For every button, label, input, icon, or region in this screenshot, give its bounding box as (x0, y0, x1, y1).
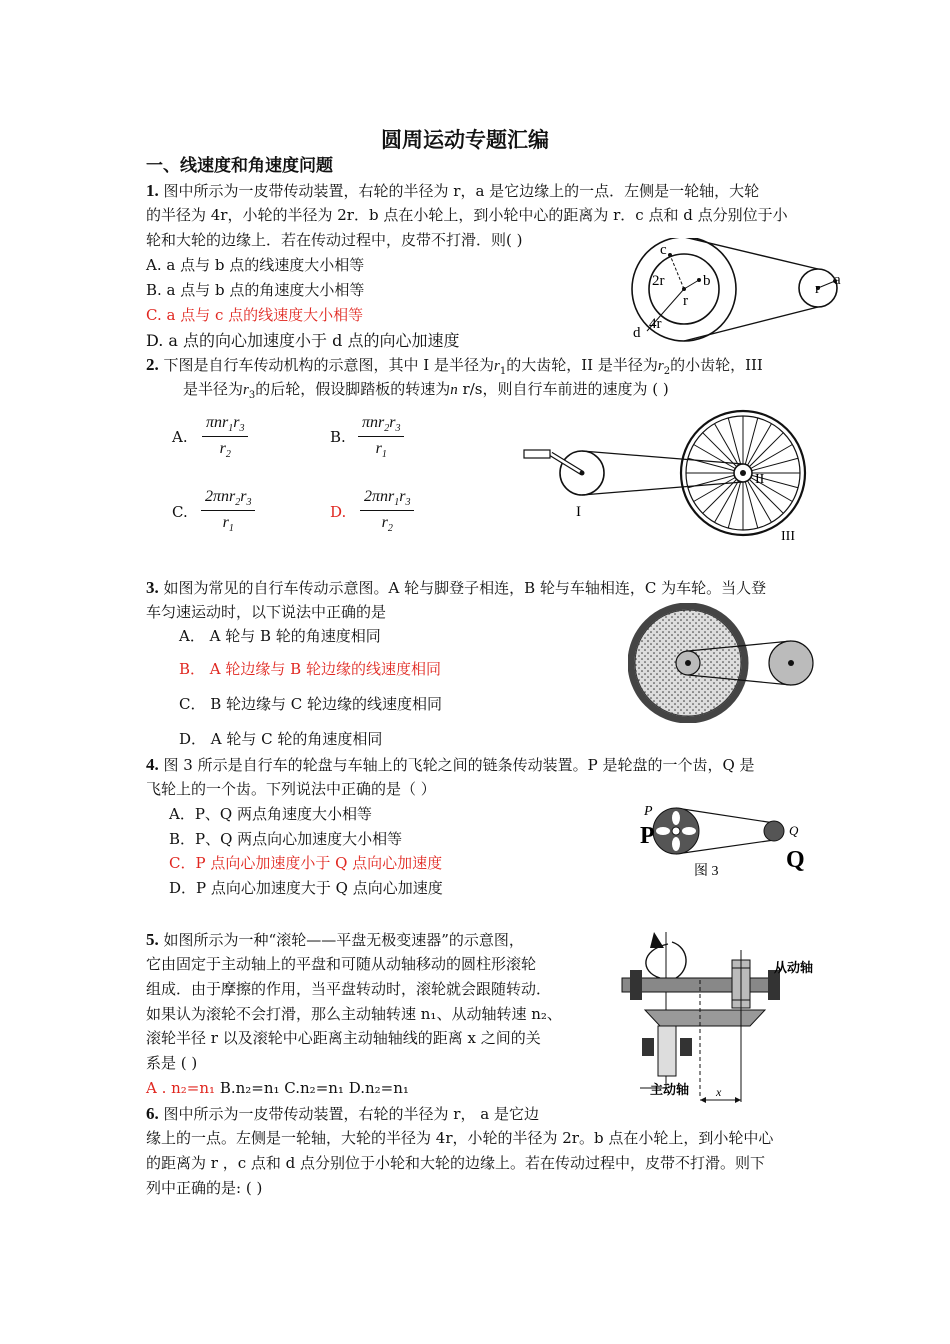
q5-line-4: 如果认为滚轮不会打滑，那么主动轴转速 n₁、从动轴转速 n₂、 (146, 1005, 562, 1023)
q3-option-a: A． A 轮与 B 轮的角速度相同 (179, 627, 381, 645)
svg-text:4r: 4r (649, 316, 662, 332)
q3-option-c: C． B 轮边缘与 C 轮边缘的线速度相同 (179, 695, 443, 713)
svg-text:r: r (683, 293, 688, 309)
q4-option-b: B．P、Q 两点向心加速度大小相等 (169, 830, 403, 848)
svg-text:b: b (703, 273, 711, 289)
svg-text:r: r (815, 281, 820, 297)
freewheel (764, 821, 784, 841)
q1-option-a: A. a 点与 b 点的线速度大小相等 (146, 256, 365, 274)
q5-line-5: 滚轮半径 r 以及滚轮中心距离主动轴轴线的距离 x 之间的关 (146, 1029, 541, 1047)
pedal (524, 450, 550, 458)
svg-text:d: d (633, 325, 641, 341)
q3-option-b: B． A 轮边缘与 B 轮边缘的线速度相同 (179, 660, 441, 678)
page-title: 圆周运动专题汇编 (381, 128, 549, 152)
q5-transmission-figure (620, 920, 870, 1105)
q1-number: 1. (146, 181, 159, 200)
q5-line-6: 系是 ( ) (146, 1054, 198, 1072)
svg-text:从动轴: 从动轴 (774, 960, 814, 975)
belt-bottom (684, 307, 818, 341)
q3-line-1: 3. 如图为常见的自行车传动示意图。A 轮与脚登子相连，B 轮与车轴相连，C 为车轮。当人登 (146, 578, 767, 597)
q1-option-d: D. a 点的向心加速度小于 d 点的向心加速度 (146, 331, 460, 350)
svg-text:Q: Q (786, 847, 805, 873)
q2-option-d-label: D. (330, 503, 347, 521)
q4-line-1: 4. 图 3 所示是自行车的轮盘与车轴上的飞轮之间的链条传动装置。P 是轮盘的一个齿，Q 是 (146, 755, 755, 774)
q6-line-4: 列中正确的是: ( ) (146, 1179, 263, 1197)
svg-text:P: P (640, 823, 655, 849)
q2-option-d-formula: $2\pi nr_1r_3$ $r_2$ (360, 488, 414, 534)
flat-disk (645, 1010, 765, 1026)
svg-text:P: P (644, 804, 653, 819)
q6-line-2: 缘上的一点。左侧是一轮轴，大轮的半径为 4r，小轮的半径为 2r。b 点在小轮上，到小轮中心 (146, 1129, 774, 1147)
q5-line-2: 它由固定于主动轴上的平盘和可随从动轴移动的圆柱形滚轮 (146, 955, 537, 973)
driven-shaft (622, 978, 774, 992)
svg-text:III: III (781, 529, 795, 544)
q4-option-a: A．P、Q 两点角速度大小相等 (169, 805, 372, 823)
q2-line-2: 是半径为$r_3$的后轮，假设脚踏板的转速为n r/s，则自行车前进的速度为 ( ) (183, 380, 669, 401)
svg-text:2r: 2r (652, 273, 665, 289)
q4-line-2: 飞轮上的一个齿。下列说法中正确的是（ ） (146, 780, 436, 798)
q2-line-1: 2. 下图是自行车传动机构的示意图，其中 I 是半径为$r_1$的大齿轮，II 是半径为$r_2$的小齿轮，III (146, 355, 763, 377)
q1-line-2: 的半径为 4r，小轮的半径为 2r．b 点在小轮上，到小轮中心的距离为 r．c 点和 d 点分别位于小 (146, 206, 788, 224)
q2-bicycle-figure (518, 408, 818, 548)
q2-option-b-label: B. (330, 428, 346, 446)
q2-option-c-formula: $2\pi nr_2r_3$ $r_1$ (201, 488, 255, 534)
q1-option-c: C. a 点与 c 点的线速度大小相等 (146, 306, 364, 324)
q1-line-3: 轮和大轮的边缘上．若在传动过程中，皮带不打滑．则( ) (146, 231, 523, 249)
q5-answers: A . n₂=n₁ B.n₂=n₁ C.n₂=n₁ D.n₂=n₁ (146, 1079, 409, 1097)
q4-option-c: C．P 点向心加速度小于 Q 点向心加速度 (169, 854, 443, 872)
section-heading: 一、线速度和角速度问题 (146, 156, 333, 176)
svg-text:II: II (755, 472, 765, 487)
q2-option-a-formula: $\pi nr_1r_3$ $r_2$ (202, 414, 248, 460)
svg-text:主动轴: 主动轴 (650, 1082, 690, 1097)
q3-line-2: 车匀速运动时，以下说法中正确的是 (146, 603, 387, 621)
q2-option-c-label: C. (172, 503, 188, 521)
svg-text:x: x (716, 1085, 722, 1099)
q3-option-d: D． A 轮与 C 轮的角速度相同 (179, 730, 383, 748)
svg-text:a: a (834, 272, 841, 288)
q4-chain-figure (638, 796, 818, 884)
q1-line-1: 1. 图中所示为一皮带传动装置，右轮的半径为 r，a 是它边缘上的一点．左侧是一轮轴，大轮 (146, 181, 760, 200)
svg-text:图 3: 图 3 (694, 864, 719, 879)
driving-shaft (658, 1026, 676, 1076)
q1-option-b: B. a 点与 b 点的角速度大小相等 (146, 281, 365, 299)
q1-belt-figure (625, 238, 845, 343)
q2-option-b-formula: $\pi nr_2r_3$ $r_1$ (358, 414, 404, 460)
svg-text:Q: Q (789, 823, 799, 838)
belt-top (684, 238, 818, 269)
q5-answer-a: A . n₂=n₁ (146, 1079, 216, 1097)
q5-line-1: 5. 如图所示为一种“滚轮——平盘无极变速器”的示意图， (146, 930, 524, 949)
svg-text:I: I (576, 504, 581, 520)
q4-option-d: D．P 点向心加速度大于 Q 点向心加速度 (169, 879, 443, 897)
q5-line-3: 组成．由于摩擦的作用，当平盘转动时，滚轮就会跟随转动． (146, 980, 552, 998)
q3-wheel-figure (628, 603, 838, 723)
q2-option-a-label: A. (172, 428, 188, 446)
q6-line-3: 的距离为 r ，c 点和 d 点分别位于小轮和大轮的边缘上。若在传动过程中，皮带不打滑。则下 (146, 1154, 766, 1172)
q6-line-1: 6. 图中所示为一皮带传动装置，右轮的半径为 r， a 是它边 (146, 1104, 539, 1123)
svg-text:c: c (660, 242, 667, 258)
